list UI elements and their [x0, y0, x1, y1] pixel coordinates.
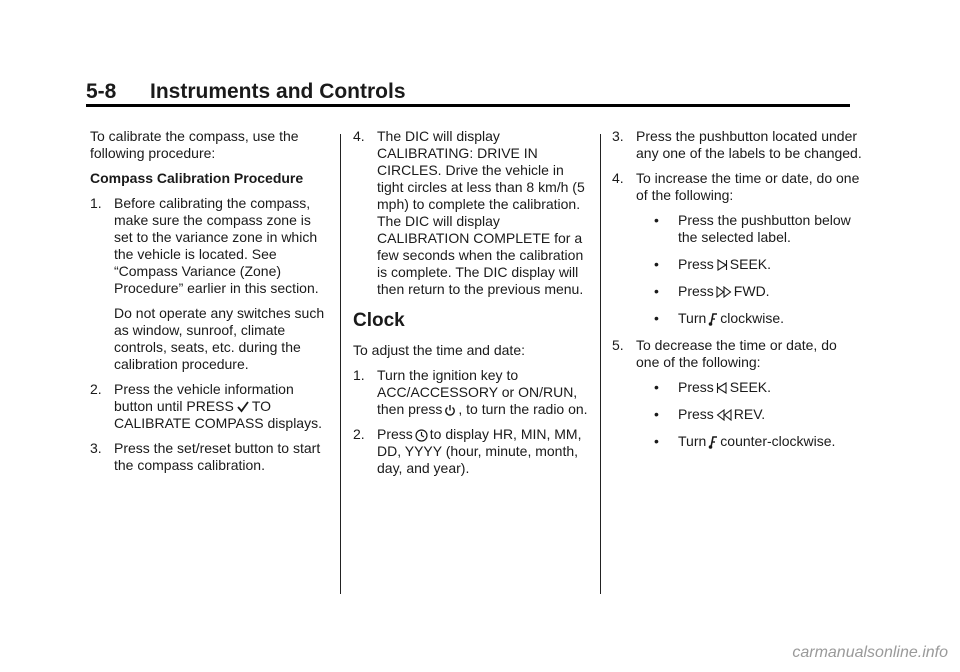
power-icon [444, 404, 456, 417]
fast-forward-icon [716, 286, 732, 298]
compass-intro: To calibrate the compass, use the following procedure: [90, 128, 299, 161]
tune-knob-icon [708, 435, 718, 449]
compass-subheading: Compass Calibration Procedure [90, 170, 304, 186]
column-divider [600, 134, 601, 594]
clock-intro: To adjust the time and date: [353, 342, 525, 358]
column-3 [612, 128, 862, 460]
list-item: 1. Before calibrating the compass, make sure the compass zone is set to the variance zone in which the vehicle is located. See “Compass Variance (Zone) Procedure” earlier in this section. Do not operate any switches such as window, sunroof, climate controls, seats, etc. during the calibration procedure. [90, 195, 325, 372]
page-header [86, 80, 850, 106]
rewind-icon [716, 409, 732, 421]
bullet-item: • Press SEEK. [654, 379, 772, 395]
list-item: 4. To increase the time or date, do one of the following: [612, 170, 860, 203]
bullet-item: • Turn counter-clockwise. [654, 433, 836, 449]
section-title-clock: Clock [353, 310, 405, 331]
list-item: 2. Press to display HR, MIN, MM, DD, YYYY (hour, minute, month, day, and year). [353, 426, 582, 476]
list-item: 4. The DIC will display CALIBRATING: DRIVE IN CIRCLES. Drive the vehicle in tight circles at less than 8 km/h (5 mph) to complete the calibration. The DIC will display CALIBRATION COMPLETE for a few seconds when the calibration is complete. The DIC display will then return to the previous menu. [353, 128, 585, 297]
watermark: carmanualsonline.info [792, 644, 948, 661]
bullet-item: • Press FWD. [654, 283, 770, 299]
list-item: 1. Turn the ignition key to ACC/ACCESSORY or ON/RUN, then press , to turn the radio on. [353, 367, 588, 417]
list-item: 5. To decrease the time or date, do one of the following: [612, 337, 837, 370]
bullet-item: • Press the pushbutton below the selected label. [654, 212, 851, 245]
header-rule [86, 104, 850, 107]
bullet-item: • Press REV. [654, 406, 766, 422]
seek-back-icon [716, 382, 728, 394]
list-item: 2. Press the vehicle information button until PRESS TO CALIBRATE COMPASS displays. [90, 381, 322, 431]
clock-icon [415, 429, 428, 442]
list-item: 3. Press the set/reset button to start the compass calibration. [90, 440, 321, 473]
bullet-item: • Turn clockwise. [654, 310, 785, 326]
column-divider [340, 134, 341, 594]
column-2 [353, 128, 593, 485]
list-item: 3. Press the pushbutton located under any one of the labels to be changed. [612, 128, 862, 161]
bullet-item: • Press SEEK. [654, 256, 772, 272]
seek-forward-icon [716, 259, 728, 271]
column-1 [90, 128, 330, 482]
tune-knob-icon [708, 312, 718, 326]
checkmark-icon [236, 400, 250, 414]
chapter-title: Instruments and Controls [150, 80, 406, 103]
page-number: 5-8 [86, 80, 117, 103]
